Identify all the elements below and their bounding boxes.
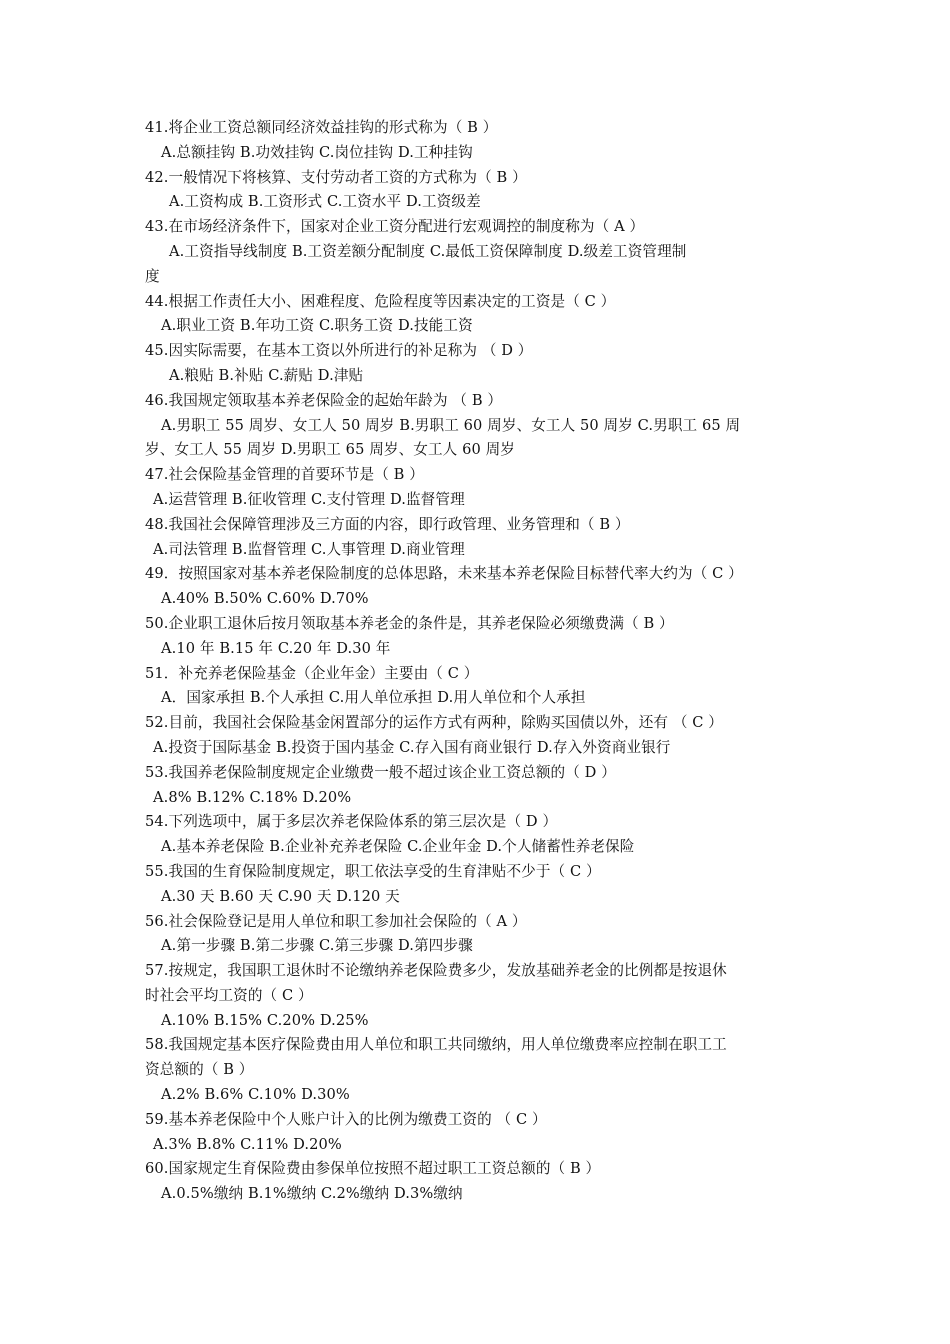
question-53: 53.我国养老保险制度规定企业缴费一般不超过该企业工资总额的（ D ）: [145, 763, 616, 781]
options-44: A.职业工资 B.年功工资 C.职务工资 D.技能工资: [161, 317, 473, 335]
question-49: 49．按照国家对基本养老保险制度的总体思路，未来基本养老保险目标替代率大约为（ C ）: [145, 565, 743, 583]
question-56: 56.社会保险登记是用人单位和职工参加社会保险的（ A ）: [145, 912, 527, 930]
question-52: 52.目前，我国社会保险基金闲置部分的运作方式有两种，除购买国债以外，还有 （ C ）: [145, 714, 723, 732]
question-50: 50.企业职工退休后按月领取基本养老金的条件是，其养老保险必须缴费满（ B ）: [145, 614, 674, 632]
options-56: A.第一步骤 B.第二步骤 C.第三步骤 D.第四步骤: [161, 937, 473, 955]
options-52: A.投资于国际基金 B.投资于国内基金 C.存入国有商业银行 D.存入外资商业银行: [153, 738, 671, 756]
question-46: 46.我国规定领取基本养老保险金的起始年龄为 （ B ）: [145, 391, 503, 409]
question-42: 42.一般情况下将核算、支付劳动者工资的方式称为（ B ）: [145, 168, 527, 186]
options-50: A.10 年 B.15 年 C.20 年 D.30 年: [161, 639, 391, 657]
options-43-continued: 度: [145, 267, 160, 285]
question-45: 45.因实际需要，在基本工资以外所进行的补足称为 （ D ）: [145, 342, 533, 360]
options-46: A.男职工 55 周岁、女工人 50 周岁 B.男职工 60 周岁、女工人 50 周岁 C.男职工 65 周: [161, 416, 741, 434]
options-54: A.基本养老保险 B.企业补充养老保险 C.企业年金 D.个人储蓄性养老保险: [161, 838, 635, 856]
options-55: A.30 天 B.60 天 C.90 天 D.120 天: [161, 887, 400, 905]
options-41: A.总额挂钩 B.功效挂钩 C.岗位挂钩 D.工种挂钩: [161, 143, 473, 161]
question-list: [145, 116, 815, 1207]
options-59: A.3% B.8% C.11% D.20%: [153, 1135, 342, 1153]
options-60: A.0.5%缴纳 B.1%缴纳 C.2%缴纳 D.3%缴纳: [161, 1185, 463, 1203]
question-57: 57.按规定，我国职工退休时不论缴纳养老保险费多少，发放基础养老金的比例都是按退休: [145, 962, 727, 980]
question-58: 58.我国规定基本医疗保险费由用人单位和职工共同缴纳，用人单位缴费率应控制在职工工: [145, 1036, 727, 1054]
options-49: A.40% B.50% C.60% D.70%: [161, 590, 369, 608]
question-55: 55.我国的生育保险制度规定，职工依法享受的生育津贴不少于（ C ）: [145, 862, 601, 880]
question-51: 51．补充养老保险基金（企业年金）主要由（ C ）: [145, 664, 479, 682]
question-43: 43.在市场经济条件下，国家对企业工资分配进行宏观调控的制度称为（ A ）: [145, 218, 645, 236]
question-54: 54.下列选项中，属于多层次养老保险体系的第三层次是（ D ）: [145, 813, 558, 831]
question-47: 47.社会保险基金管理的首要环节是（ B ）: [145, 466, 424, 484]
question-60: 60.国家规定生育保险费由参保单位按照不超过职工工资总额的（ B ）: [145, 1160, 601, 1178]
question-59: 59.基本养老保险中个人账户计入的比例为缴费工资的 （ C ）: [145, 1110, 547, 1128]
question-58-continued: 资总额的（ B ）: [145, 1061, 254, 1079]
question-44: 44.根据工作责任大小、困难程度、危险程度等因素决定的工资是（ C ）: [145, 292, 616, 310]
options-51: A．国家承担 B.个人承担 C.用人单位承担 D.用人单位和个人承担: [161, 689, 586, 707]
options-48: A.司法管理 B.监督管理 C.人事管理 D.商业管理: [153, 540, 465, 558]
question-57-continued: 时社会平均工资的（ C ）: [145, 986, 313, 1004]
options-46-continued: 岁、女工人 55 周岁 D.男职工 65 周岁、女工人 60 周岁: [145, 441, 515, 459]
options-47: A.运营管理 B.征收管理 C.支付管理 D.监督管理: [153, 490, 465, 508]
options-43: A.工资指导线制度 B.工资差额分配制度 C.最低工资保障制度 D.级差工资管理制: [169, 242, 687, 260]
options-53: A.8% B.12% C.18% D.20%: [153, 788, 352, 806]
question-41: 41.将企业工资总额同经济效益挂钩的形式称为（ B ）: [145, 119, 498, 136]
options-58: A.2% B.6% C.10% D.30%: [161, 1086, 350, 1104]
options-45: A.粮贴 B.补贴 C.薪贴 D.津贴: [169, 366, 364, 384]
options-57: A.10% B.15% C.20% D.25%: [161, 1011, 369, 1029]
question-48: 48.我国社会保障管理涉及三方面的内容，即行政管理、业务管理和（ B ）: [145, 515, 630, 533]
options-42: A.工资构成 B.工资形式 C.工资水平 D.工资级差: [169, 193, 481, 211]
